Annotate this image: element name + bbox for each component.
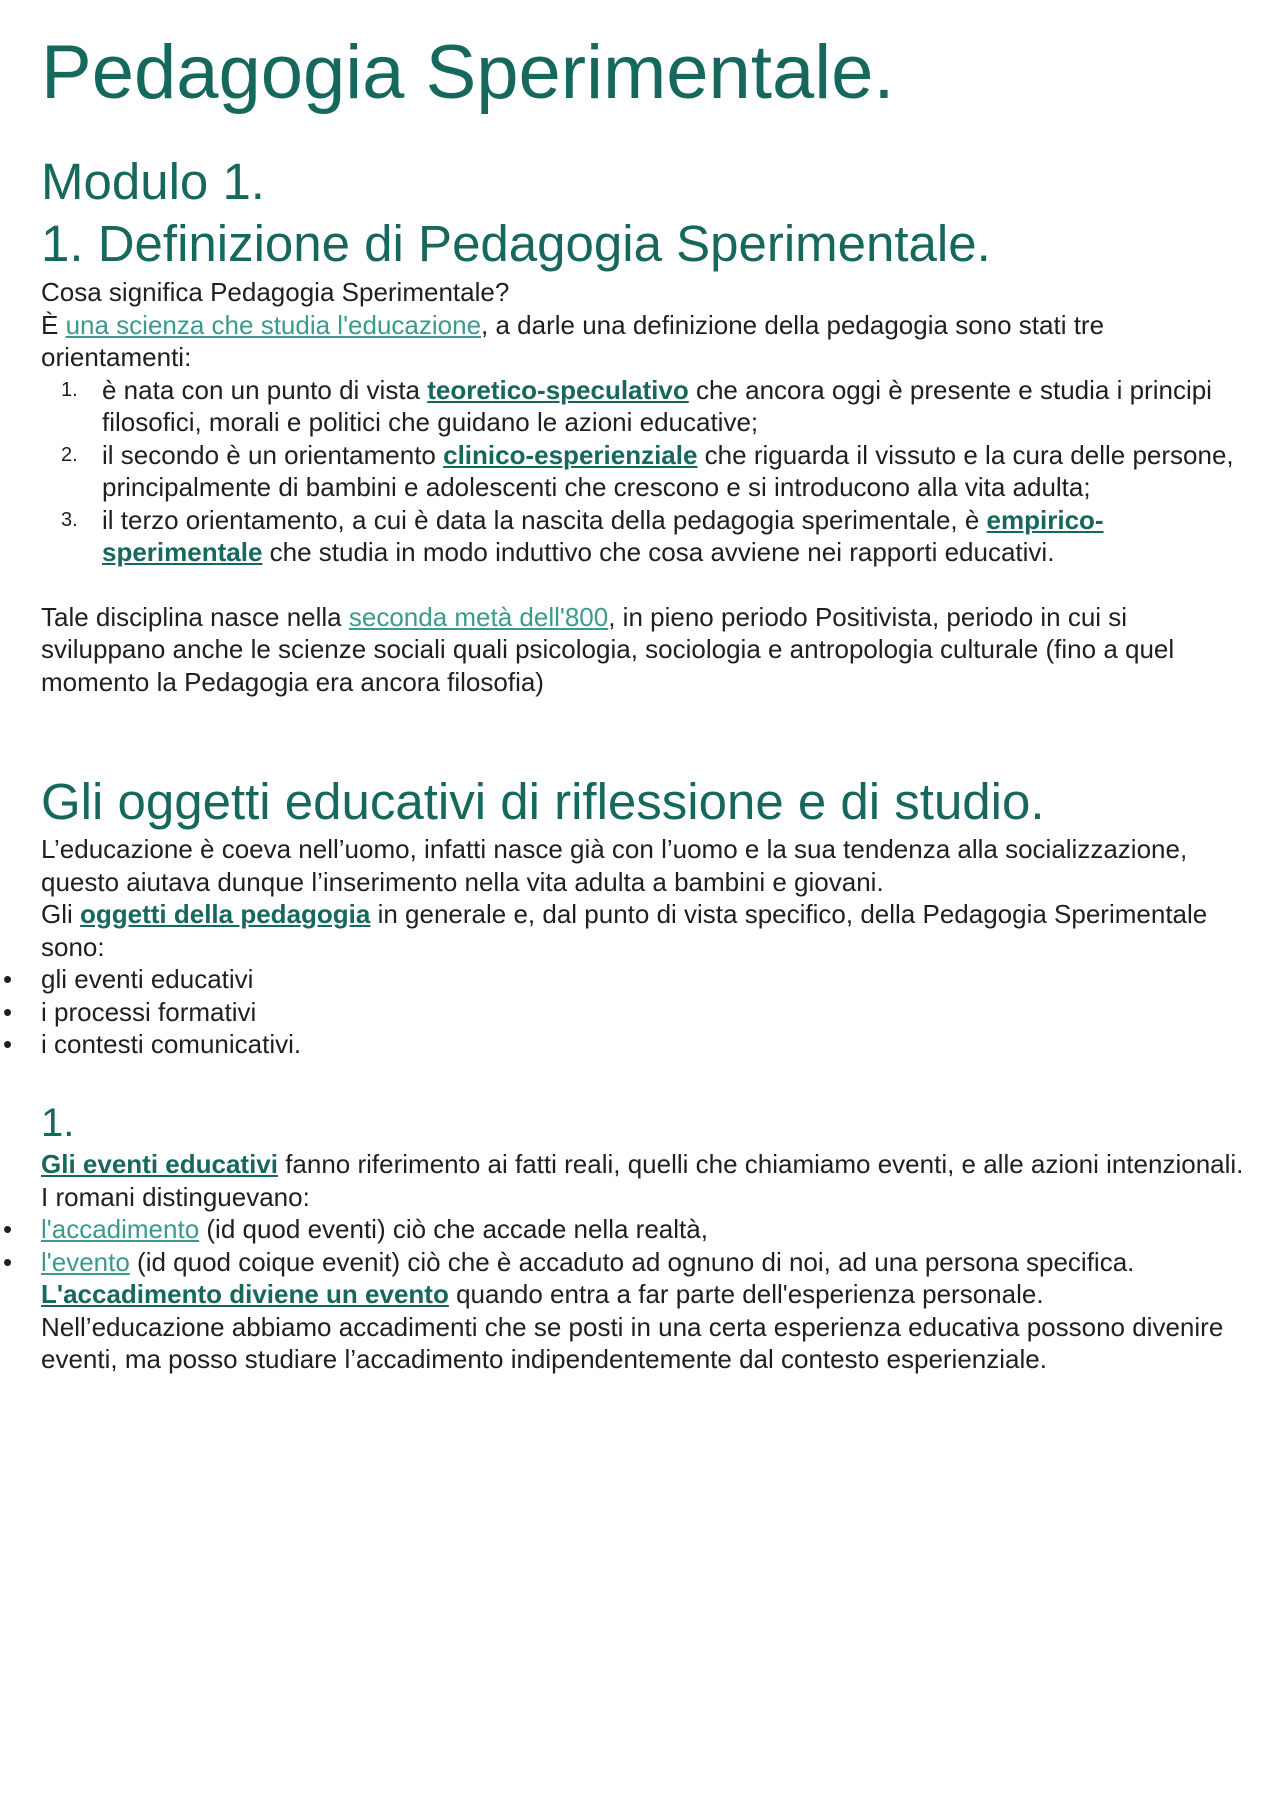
era-link[interactable]: seconda metà dell'800 xyxy=(348,601,609,632)
para-text-a: Tale disciplina nasce nella xyxy=(41,601,349,632)
list-text: è nata con un punto di vista xyxy=(102,374,428,405)
bullet-text: (id quod coique evenit) ciò che è accaduto ad ognuno di noi, ad una persona specifica. xyxy=(129,1246,1135,1277)
section-heading-definition: 1. Definizione di Pedagogia Sperimentale. xyxy=(41,215,991,272)
key-term: teoretico-speculativo xyxy=(427,374,689,405)
p2-text-a: Gli xyxy=(41,899,80,929)
section-heading-objects: Gli oggetti educativi di riflessione e di studio. xyxy=(41,773,1045,830)
subsection-number: 1. xyxy=(41,1101,75,1145)
intro-paragraph xyxy=(41,309,1246,374)
events-paragraph-3 xyxy=(41,1278,1246,1311)
events-paragraph-1 xyxy=(41,1148,1246,1181)
science-link[interactable]: una scienza che studia l'educazione xyxy=(65,309,482,340)
bullet-text: i contesti comunicativi. xyxy=(41,1029,302,1059)
events-paragraph-4: Nell’educazione abbiamo accadimenti che se posti in una certa esperienza educativa possono divenire eventi, ma posso studiare l’accadimento indipendentemente dal contesto esperienziale. xyxy=(41,1311,1224,1374)
key-term: oggetti della pedagogia xyxy=(80,899,371,929)
module-heading: Modulo 1. xyxy=(41,153,265,210)
list-item xyxy=(3,1213,1246,1246)
list-number: 1. xyxy=(61,378,78,401)
intro-text-a: È xyxy=(41,309,66,340)
bullet-icon: • xyxy=(3,1029,13,1059)
list-item xyxy=(41,439,1246,504)
positivism-paragraph xyxy=(41,601,1246,699)
bullet-icon: • xyxy=(3,1214,13,1244)
events-section xyxy=(3,1148,1246,1376)
p2-text-b: in generale e, dal punto di vista specifico, della Pedagogia Sperimentale sono: xyxy=(41,899,1208,962)
key-term: empirico-sperimentale xyxy=(102,504,1104,567)
list-item xyxy=(3,996,1246,1029)
list-text: il secondo è un orientamento xyxy=(102,439,444,470)
question-text: Cosa significa Pedagogia Sperimentale? xyxy=(41,277,510,307)
document-title: Pedagogia Sperimentale. xyxy=(41,30,895,115)
bullet-icon: • xyxy=(3,964,13,994)
list-item xyxy=(3,1246,1246,1279)
bullet-text: i processi formativi xyxy=(41,996,257,1027)
key-term: Gli eventi educativi xyxy=(41,1149,278,1179)
list-item xyxy=(41,374,1246,439)
bullet-icon: • xyxy=(3,996,13,1027)
list-text: che ancora oggi è presente e studia i principi filosofici, morali e politici che guidano le azioni educative; xyxy=(102,374,1212,437)
para-text-b: , in pieno periodo Positivista, periodo in cui si sviluppano anche le scienze sociali quali psicologia, sociologia e antropologia culturale (fino a quel momento la Pedagogia era ancora filosofia) xyxy=(41,601,1175,697)
bullet-text: (id quod eventi) ciò che accade nella realtà, xyxy=(199,1214,708,1244)
objects-section xyxy=(3,833,1246,1061)
evento-link[interactable]: l'evento xyxy=(41,1246,130,1277)
list-number: 2. xyxy=(61,443,78,466)
list-number: 3. xyxy=(61,508,78,531)
list-text: che studia in modo induttivo che cosa avviene nei rapporti educativi. xyxy=(262,537,1055,567)
key-term: clinico-esperienziale xyxy=(443,439,698,470)
definition-section xyxy=(41,276,1246,698)
intro-text-b: , a darle una definizione della pedagogia sono stati tre orientamenti: xyxy=(41,309,1105,372)
bullet-icon: • xyxy=(3,1246,13,1277)
events-paragraph-2: I romani distinguevano: xyxy=(41,1181,310,1212)
p3-text: quando entra a far parte dell'esperienza personale. xyxy=(448,1279,1044,1309)
list-item xyxy=(3,963,1246,996)
list-text: che riguarda il vissuto e la cura delle persone, principalmente di bambini e adolescenti che crescono e si introducono alla vita adulta; xyxy=(102,439,1234,502)
p1-text: fanno riferimento ai fatti reali, quelli che chiamiamo eventi, e alle azioni intenzionali. xyxy=(277,1149,1244,1179)
list-text: il terzo orientamento, a cui è data la nascita della pedagogia sperimentale, è xyxy=(102,504,987,535)
objects-paragraph-2 xyxy=(41,898,1246,963)
objects-paragraph-1: L’educazione è coeva nell’uomo, infatti nasce già con l’uomo e la sua tendenza alla socializzazione, questo aiutava dunque l’inserimento nella vita adulta a bambini e giovani. xyxy=(41,834,1188,897)
list-item xyxy=(3,1028,1246,1061)
accadimento-link[interactable]: l'accadimento xyxy=(41,1214,200,1244)
bullet-text: gli eventi educativi xyxy=(41,964,254,994)
list-item xyxy=(41,504,1246,569)
key-term: L'accadimento diviene un evento xyxy=(41,1279,449,1309)
